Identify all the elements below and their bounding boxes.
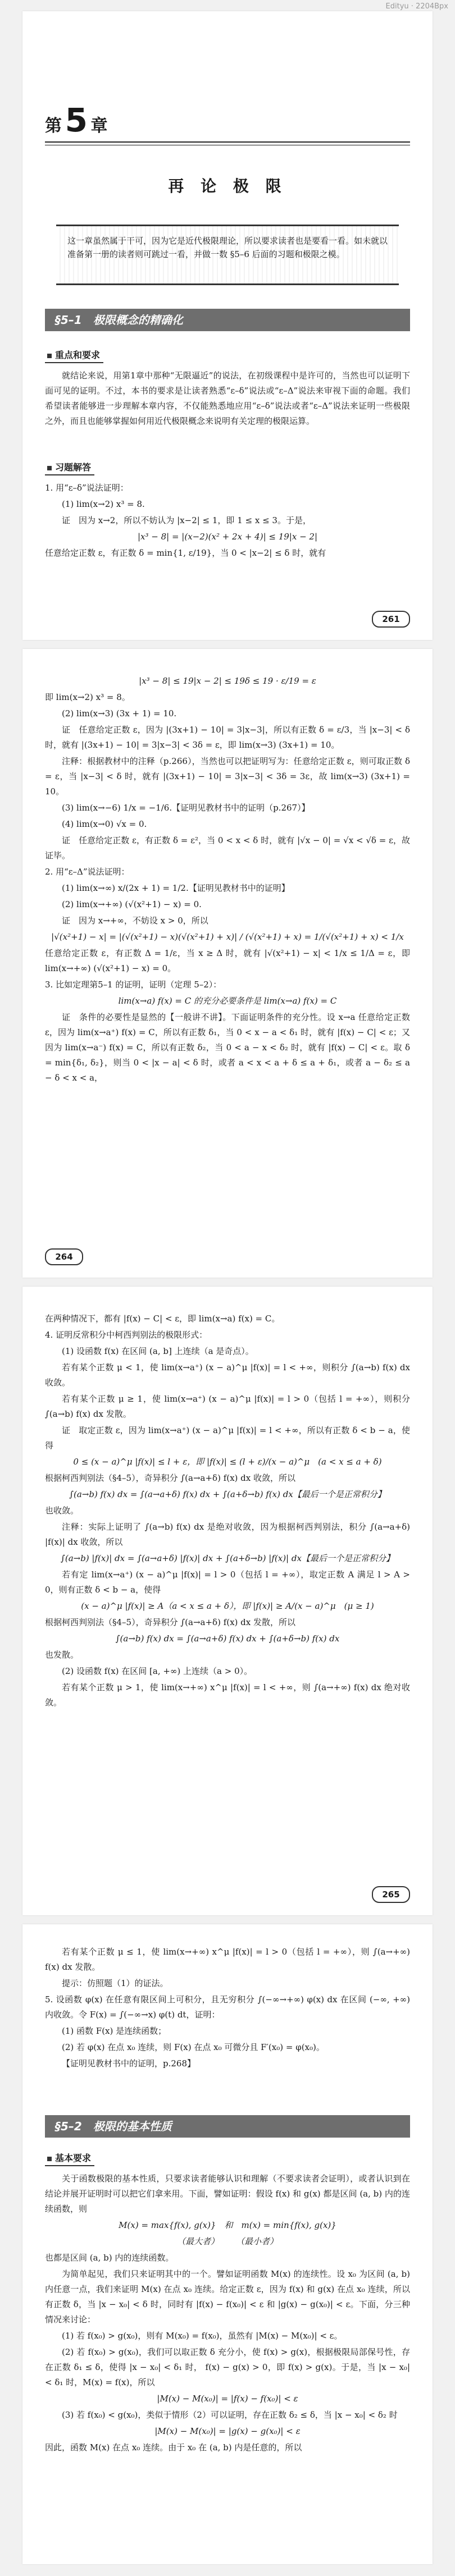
sub-heading-basic-requirements: 基本要求: [45, 2151, 94, 2166]
equation: |√(x²+1) − x| = |(√(x²+1) − x)(√(x²+1) + x)| / (√(x²+1) + x) = 1/(√(x²+1) + x) < 1/x: [51, 932, 404, 942]
text-line: 任意给定正数 ε，有正数 Δ = 1/ε，当 x ≥ Δ 时，就有 |√(x²+1) − x| < 1/x ≤ 1/Δ = ε，即 lim(x→+∞) (√(x²+1) − x) = 0。: [45, 948, 410, 973]
exercise-text: [45, 481, 410, 562]
text-line: 也都是区间 (a, b) 内的连续函数。: [45, 2253, 174, 2263]
equation: ∫(a→b) |f(x)| dx = ∫(a→a+δ) |f(x)| dx + ∫(a+δ→b) |f(x)| dx【最后一个是正常积分】: [61, 1553, 394, 1563]
text-line: 根据柯西判别法（§4–5），奇异积分 ∫(a→a+δ) f(x) dx 发散，所以: [45, 1617, 296, 1627]
text-line: 若有定 lim(x→a⁺) (x − a)^μ |f(x)| = l > 0（包括 l = +∞），取定正数 A 满足 l > A > 0，则有正数 δ < b − a，使得: [45, 1570, 410, 1595]
text-line: 关于函数极限的基本性质，只要求读者能够认识和理解（不要求读者会证明），或者认识到在结论并展开证明时可以把它们拿来用。下面，譬如证明：假设 f(x) 和 g(x) 都是区间 (a, b) 内的连续函数，则: [45, 2174, 410, 2214]
text-line: 3. 比如定理第5–1 的证明，证明（定理 5–2）：: [45, 980, 222, 990]
text-line: 为简单起见，我们只来证明其中的一个。譬如证明函数 M(x) 的连续性。设 x₀ 为区间 (a, b) 内任意一点，我们来证明 M(x) 在点 x₀ 连续。给定正数 ε，因为 f(x) 和 g(x) 在点 x₀ 连续，所以有正数 δ，当 |x − x₀| < δ 时，同时有 |f(x) − f(x₀)| < ε 和 |g(x) − g(x₀)| < ε。下面，分三种情况来讨论：: [45, 2269, 410, 2325]
exercise-1-title: 1. 用“ε–δ”说法证明：: [45, 483, 129, 493]
text-line: 因此，函数 M(x) 在点 x₀ 连续。由于 x₀ 在 (a, b) 内是任意的，所以: [45, 2442, 302, 2453]
page-number: 264: [45, 1248, 83, 1265]
text-line: 注释：实际上证明了 ∫(a→b) f(x) dx 是绝对收敛，因为根据柯西判别法，积分 ∫(a→a+δ) |f(x)| dx 收敛，所以: [45, 1522, 410, 1547]
text-line: 提示：仿照题（1）的证法。: [62, 1978, 169, 1988]
exercise-1-cont: 任意给定正数 ε，有正数 δ = min{1, ε/19}，当 0 < |x−2| ≤ δ 时，就有: [45, 548, 326, 558]
page-body: [45, 1311, 410, 1712]
text-line: 证 条件的必要性是显然的【一般讲不讲】。下面证明条件的充分性。设 x→a 任意给定正数 ε，因为 lim(x→a⁺) f(x) = C，所以有正数 δ₁，当 0 < x − a < δ₁ 时，就有 |f(x) − C| < ε；又因为 lim(x→a⁻) f(x) = C，所以有正数 δ₂，当 0 < a − x < δ₂ 时，就有 |f(x) − C| < ε。取 δ = min{δ₁, δ₂}，则当 0 < |x − a| < δ 时，或者 a < x < a + δ ≤ a + δ₁，或者 a − δ₂ ≤ a − δ < x < a，: [45, 1012, 410, 1083]
chapter-prefix: 第: [45, 116, 62, 136]
intro-box: 这一章虽然属于干可，因为它是近代极限理论，所以要求读者也是要看一看。如未就以准备第一册的读者则可跳过一看，并做一数 §5–6 后面的习题和极限之模。: [56, 225, 399, 285]
text-line: (4) lim(x→0) √x = 0.: [62, 819, 147, 829]
page-body-top: [45, 1944, 410, 2072]
page-264: [22, 649, 433, 1278]
text-line: (2) 若 φ(x) 在点 x₀ 连续，则 F(x) 在点 x₀ 可微分且 F′(x₀) = φ(x₀)。: [62, 2042, 325, 2052]
text-line: (2) 设函数 f(x) 在区间 [a, +∞) 上连续（a > 0）。: [62, 1666, 253, 1676]
text-line: 证 因为 x→+∞，不妨设 x > 0，所以: [62, 916, 208, 926]
text-line: 注释：根据教材中的注释（p.266），当然也可以把证明写为：任意给定正数 ε，则可取正数 δ = ε，当 |x−3| < δ 时，就有 |(3x+1) − 10| = 3|x−3| < 3δ = 3ε，故 lim(x→3) (3x+1) = 10。: [45, 756, 410, 797]
equation: |M(x) − M(x₀)| = |g(x) − g(x₀)| < ε: [154, 2426, 301, 2436]
sub-heading-requirements: 重点和要求: [45, 348, 103, 363]
text-line: 若有某个正数 μ ≥ 1，使 lim(x→a⁺) (x − a)^μ |f(x)| = l > 0（包括 l = +∞），则积分 ∫(a→b) f(x) dx 发散。: [45, 1394, 410, 1419]
text-line: (3) lim(x→−6) 1/x = −1/6.【证明见教材书中的证明（p.267）】: [62, 803, 310, 813]
equation: M(x) = max{f(x), g(x)} 和 m(x) = min{f(x), g(x)}: [119, 2220, 336, 2230]
text-line: (2) lim(x→+∞) (√(x²+1) − x) = 0.: [62, 899, 202, 909]
equation: |x³ − 8| ≤ 19|x − 2| ≤ 19δ ≤ 19 · ε/19 = ε: [139, 676, 316, 686]
equation: lim(x→a) f(x) = C 的充分必要条件是 lim(x→a) f(x) = C: [118, 996, 337, 1006]
paragraph: 就结论来说，用第1章中那种“无限逼近”的说法，在初级课程中是许可的，当然也可以证明下面可见的证明。不过，本书的要求是让读者熟悉“ε–δ”说法或“ε–Δ”说法来审视下面的命题。我们希望读者能够进一步理解本章内容，不仅能熟悉地应用“ε–δ”说法或者“ε–Δ”说法来证明一些极限之外，而且也能够掌握如何用近代极限概念来说明有关定理的极限运算。: [45, 370, 410, 426]
text-line: (1) 若 f(x₀) > g(x₀)，则有 M(x₀) = f(x₀)，虽然有 |M(x) − M(x₀)| < ε。: [62, 2331, 343, 2341]
page-261: [22, 11, 433, 640]
section-bar-5-1: §5–1 极限概念的精确化: [45, 309, 410, 331]
text-line: (3) 若 f(x₀) < g(x₀)，类似于情形（2）可以证明，存在正数 δ₂ ≤ δ，当 |x − x₀| < δ₂ 时: [62, 2410, 398, 2420]
equation: ∫(a→b) f(x) dx = ∫(a→a+δ) f(x) dx + ∫(a+δ→b) f(x) dx: [115, 1634, 340, 1644]
text-line: (1) 设函数 f(x) 在区间 (a, b] 上连续（a 是奇点）。: [62, 1346, 254, 1356]
text-line: 若有某个正数 μ < 1，使 lim(x→a⁺) (x − a)^μ |f(x)| = l < +∞，则积分 ∫(a→b) f(x) dx 收敛。: [45, 1362, 410, 1388]
text-line: 在两种情况下，都有 |f(x) − C| < ε，即 lim(x→a) f(x) = C。: [45, 1314, 280, 1324]
equation: 0 ≤ (x − a)^μ |f(x)| ≤ l + ε，即 |f(x)| ≤ (l + ε)/(x − a)^μ (a < x ≤ a + δ): [73, 1457, 382, 1467]
chapter-suffix: 章: [90, 116, 108, 136]
text-line: 若有某个正数 μ ≤ 1，使 lim(x→+∞) x^μ |f(x)| = l > 0（包括 l = +∞），则 ∫(a→+∞) f(x) dx 发散。: [45, 1947, 410, 1972]
chapter-title: 再 论 极 限: [168, 177, 287, 195]
page-number: 265: [372, 1886, 410, 1903]
text-line: 5. 设函数 φ(x) 在任意有限区间上可积分，且无穷积分 ∫(−∞→+∞) φ(x) dx 在区间 (−∞, +∞) 内收敛。令 F(x) = ∫(−∞→x) φ(t) dt，证明：: [45, 1994, 410, 2020]
chapter-rule: [45, 141, 410, 143]
page-266: [22, 1924, 433, 2564]
equation: ∫(a→b) f(x) dx = ∫(a→a+δ) f(x) dx + ∫(a+δ→b) f(x) dx【最后一个是正常积分】: [69, 1489, 386, 1499]
watermark: Edityu · 2204Bpx: [385, 2, 448, 11]
text-line: 若有某个正数 μ > 1，使 lim(x→+∞) x^μ |f(x)| = l < +∞，则 ∫(a→+∞) f(x) dx 绝对收敛。: [45, 1682, 410, 1708]
exercise-1-proof: 证 因为 x→2，所以不妨认为 |x−2| ≤ 1，即 1 ≤ x ≤ 3。于是，: [62, 515, 311, 525]
section-bar-5-2: §5–2 极限的基本性质: [45, 2115, 410, 2138]
text-line: 证 任意给定正数 ε，因为 |(3x+1) − 10| = 3|x−3|，所以有正数 δ = ε/3，当 |x−3| < δ 时，就有 |(3x+1) − 10| = 3|x−3| < 3δ = ε，即 lim(x→3) (3x+1) = 10。: [45, 725, 410, 750]
text-line: (2) lim(x→3) (3x + 1) = 10.: [62, 708, 177, 719]
equation: (x − a)^μ |f(x)| ≥ A（a < x ≤ a + δ），即 |f(x)| ≥ A/(x − a)^μ (μ ≥ 1): [81, 1601, 374, 1611]
chapter-number: 5: [65, 101, 88, 139]
equation-caption: （最大者） （最小者）: [176, 2236, 278, 2246]
page-number: 261: [372, 611, 410, 628]
equation: |M(x) − M(x₀)| = |f(x) − f(x₀)| < ε: [157, 2394, 298, 2404]
text-line: 也收敛。: [45, 1506, 79, 1516]
text-line: 4. 证明反常积分中柯西判别法的极限形式：: [45, 1330, 208, 1340]
sub-heading-exercises: 习题解答: [45, 460, 94, 475]
chapter-heading: [45, 101, 108, 139]
text-line: 即 lim(x→2) x³ = 8。: [45, 692, 130, 702]
page-body: [45, 674, 410, 1087]
text-line: 【证明见教材书中的证明，p.268】: [62, 2058, 196, 2069]
text-line: 也发散。: [45, 1650, 79, 1660]
text-line: (1) lim(x→∞) x/(2x + 1) = 1/2.【证明见教材书中的证明】: [62, 883, 290, 893]
requirements-text: [45, 368, 410, 430]
page-265: [22, 1287, 433, 1915]
exercise-1-1: (1) lim(x→2) x³ = 8.: [62, 499, 145, 509]
page-body-bottom: [45, 2171, 410, 2456]
text-line: 证 任意给定正数 ε，有正数 δ = ε²，当 0 < x < δ 时，就有 |√x − 0| = √x < √δ = ε，故证毕。: [45, 835, 410, 861]
text-line: 2. 用“ε–Δ”说法证明：: [45, 867, 130, 877]
text-line: (1) 函数 F(x) 是连续函数；: [62, 2026, 167, 2036]
text-line: 根据柯西判别法（§4–5），奇异积分 ∫(a→a+δ) f(x) dx 收敛，所以: [45, 1473, 296, 1483]
text-line: (2) 若 f(x₀) > g(x₀)，我们可以取正数 δ 充分小，使 f(x) > g(x)，根据极限局部保号性，存在正数 δ₁ ≤ δ，使得 |x − x₀| < δ₁ 时， f(x) − g(x) > 0，即 f(x) > g(x)。于是，当 |x − x₀| < δ₁ 时，M(x) = f(x)，所以: [45, 2347, 410, 2387]
equation: |x³ − 8| = |(x−2)(x² + 2x + 4)| ≤ 19|x − 2|: [137, 532, 318, 542]
text-line: 证 取定正数 ε，因为 lim(x→a⁺) (x − a)^μ |f(x)| = l < +∞，所以有正数 δ < b − a，使得: [45, 1425, 410, 1451]
